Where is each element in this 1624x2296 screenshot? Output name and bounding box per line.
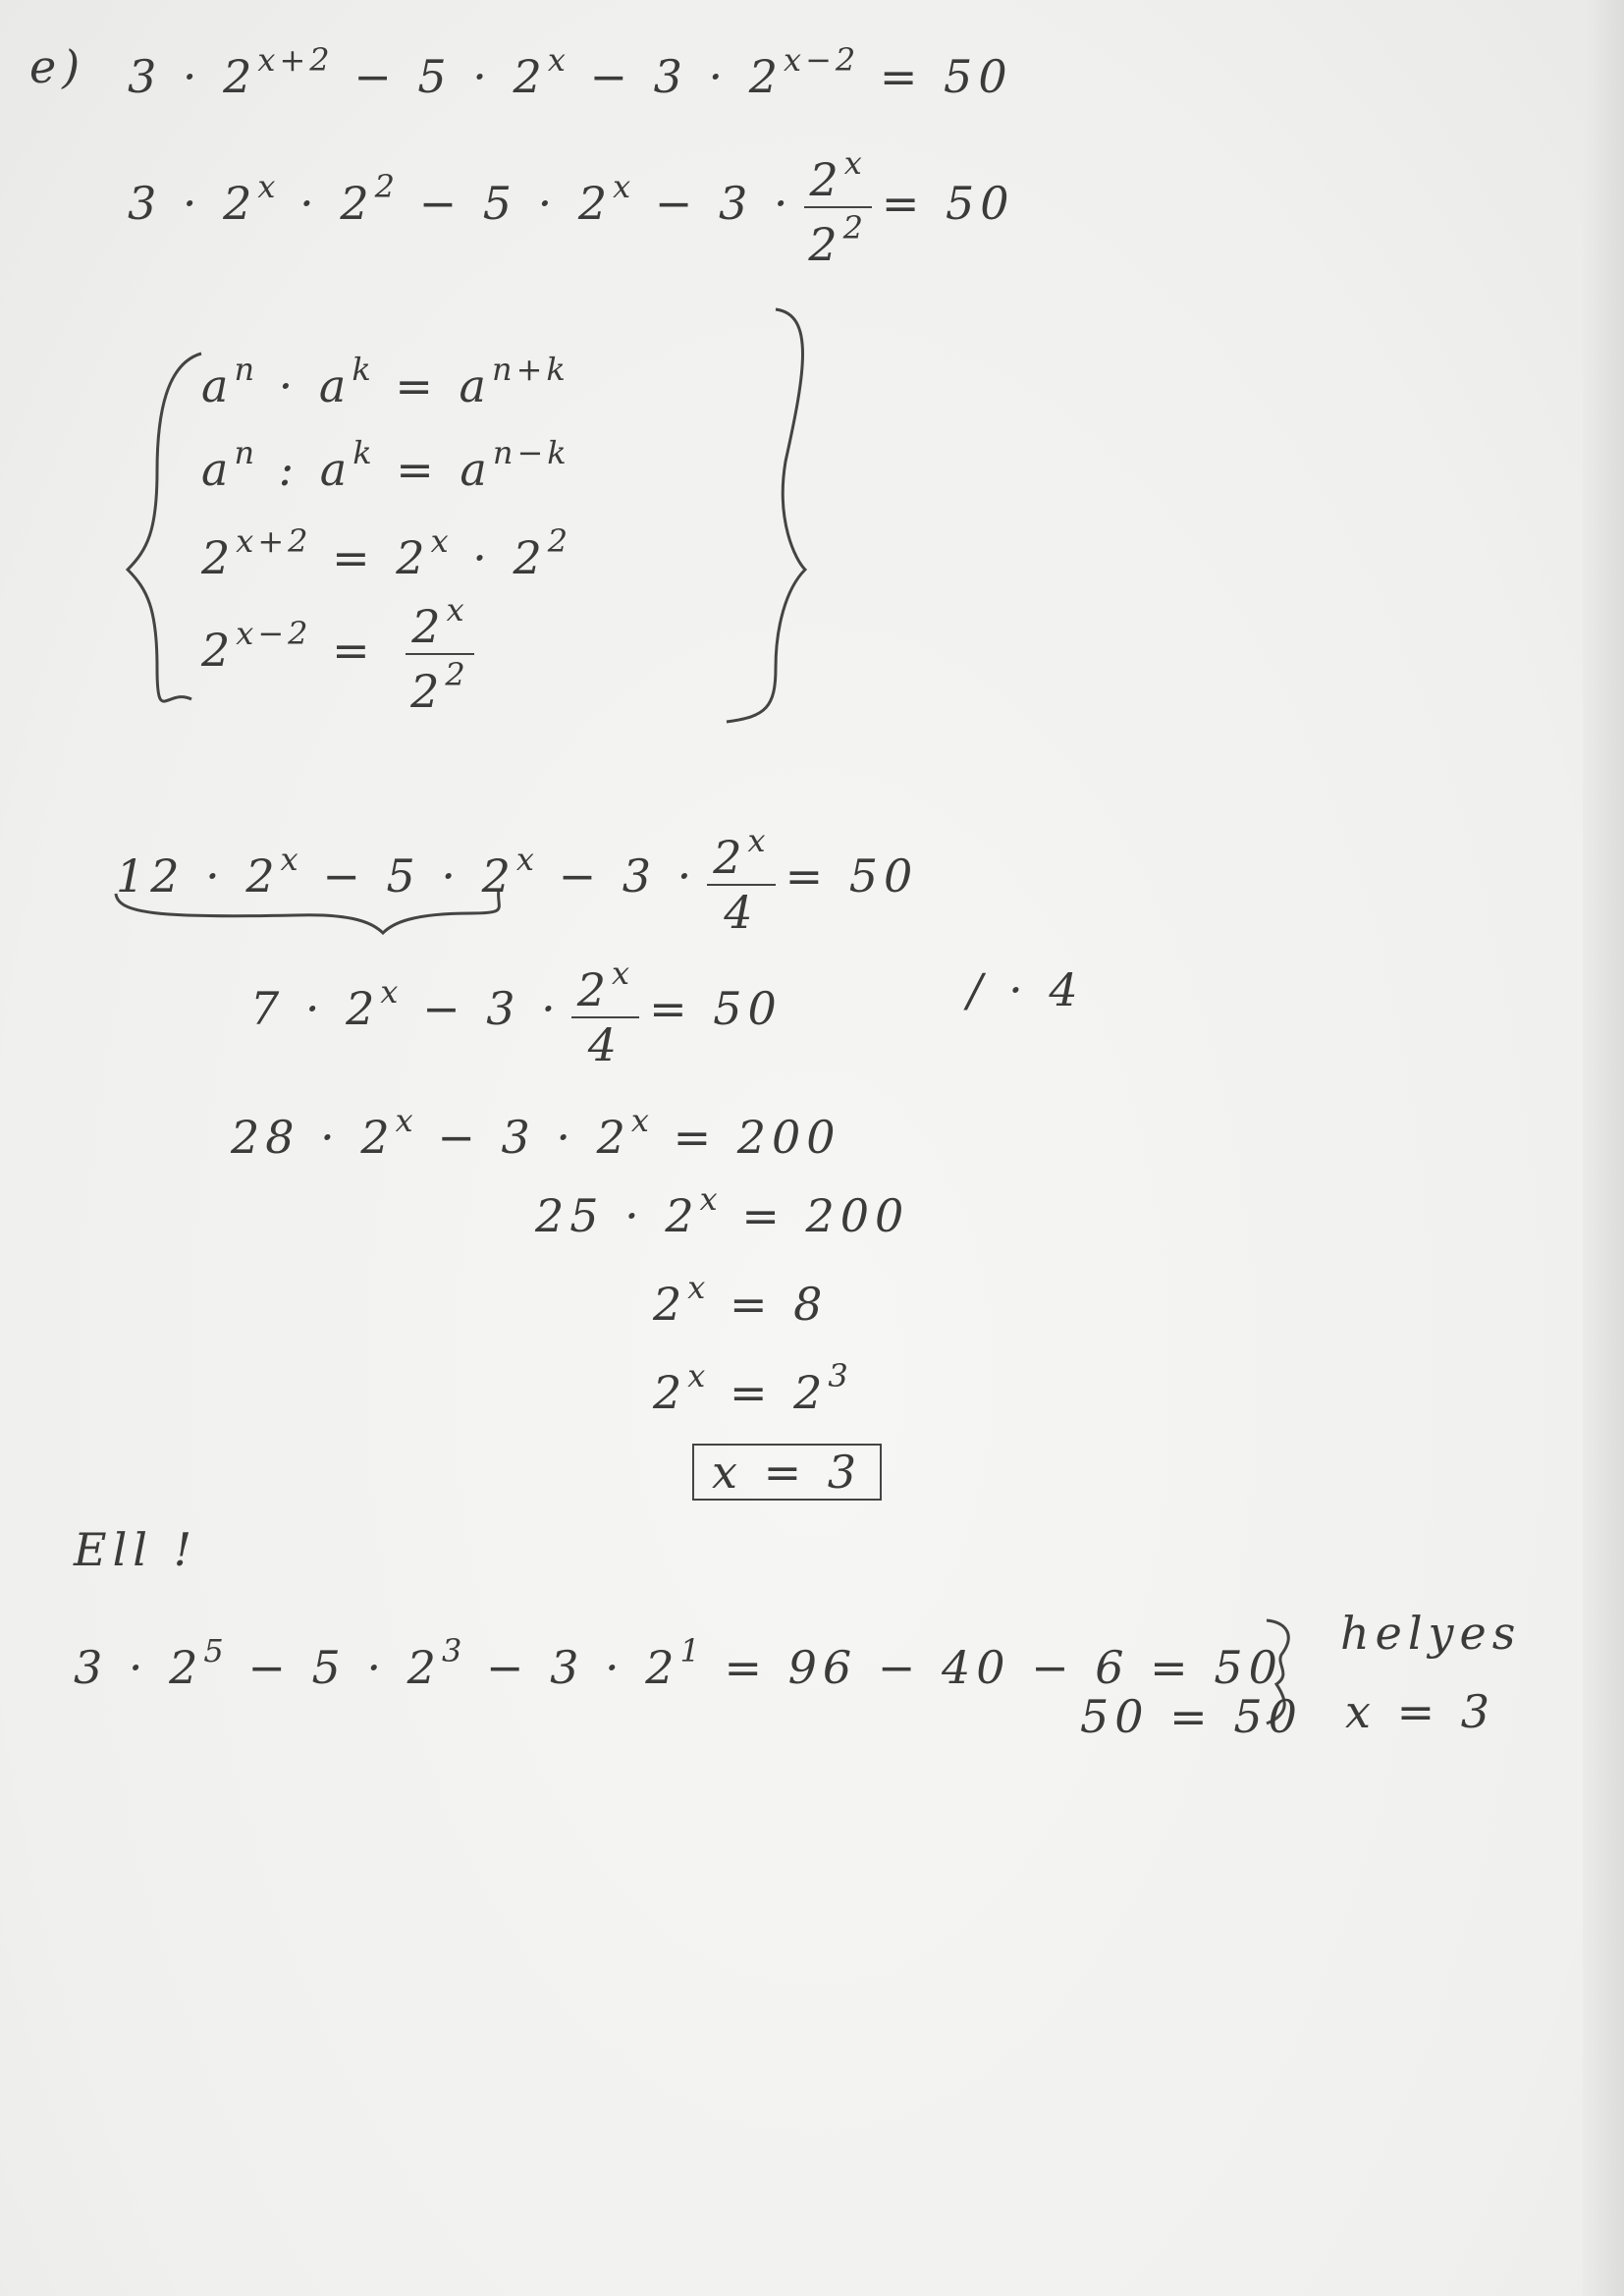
answer: x = 3 (692, 1444, 882, 1501)
step-2-note: / · 4 (967, 963, 1084, 1016)
step-4: $25 \cdot 2^x = 200$ (535, 1180, 910, 1242)
fraction: $\frac{2^x}{2^2}$ (804, 147, 872, 267)
rules-right-brace (727, 309, 805, 722)
step-3: $28 \cdot 2^x - 3 \cdot 2^x = 200$ (231, 1102, 841, 1164)
equation-line-2 (128, 144, 1015, 271)
step-5: $2^x = 8$ (653, 1269, 829, 1331)
problem-label: e) (29, 40, 86, 93)
check-result: 50 = 50 (1080, 1690, 1303, 1743)
term: = 50 (881, 177, 1015, 230)
term: − 3 · (634, 177, 794, 230)
rule-quotient: $a^n$ : $a^k = a^{n-k}$ (201, 434, 570, 496)
exponent: x (613, 168, 635, 205)
step-2: $7 \cdot 2^x - 3$ · $\frac{2^x}{4}$ = 50 (250, 955, 783, 1071)
equation-line-1 (128, 41, 1013, 103)
rules-left-brace (128, 354, 201, 701)
verdict-solution: x = 3 (1345, 1685, 1495, 1738)
check-label: Ell ! (74, 1523, 198, 1576)
term: = 50 (859, 50, 1013, 103)
rule-product: $a^n \cdot a^k = a^{n+k}$ (201, 351, 569, 412)
answer-box (692, 1444, 882, 1501)
term: · 2 (279, 177, 375, 230)
term: 3 · 2 (128, 177, 258, 230)
exponent: x (257, 168, 280, 205)
exponent: 2 (374, 168, 399, 205)
term: 3 · 2 (128, 50, 258, 103)
term: − 5 · 2 (398, 177, 614, 230)
rule-example-product: $2^{x+2} = 2^x \cdot 2^2$ (201, 522, 572, 584)
verdict-text: helyes (1340, 1607, 1522, 1660)
step-6: $2^x = 2^3$ (653, 1357, 852, 1419)
step-1: $12 \cdot 2^x - 5 \cdot 2^x - 3$ · $\frac{2^x}{4}$ = 50 (116, 822, 919, 939)
exponent: x+2 (257, 41, 334, 79)
term: − 3 · 2 (568, 50, 785, 103)
term: − 5 · 2 (333, 50, 548, 103)
check-line: $3 \cdot 2^5 - 5 \cdot 2^3 - 3 \cdot 2^1 = 96 - 40 - 6 = 50$ (74, 1632, 1283, 1694)
exponent: x−2 (784, 41, 860, 79)
rule-example-quotient: $2^{x-2}$ = $\frac{2^x}{2^2}$ (201, 594, 484, 714)
exponent: x (547, 41, 569, 79)
